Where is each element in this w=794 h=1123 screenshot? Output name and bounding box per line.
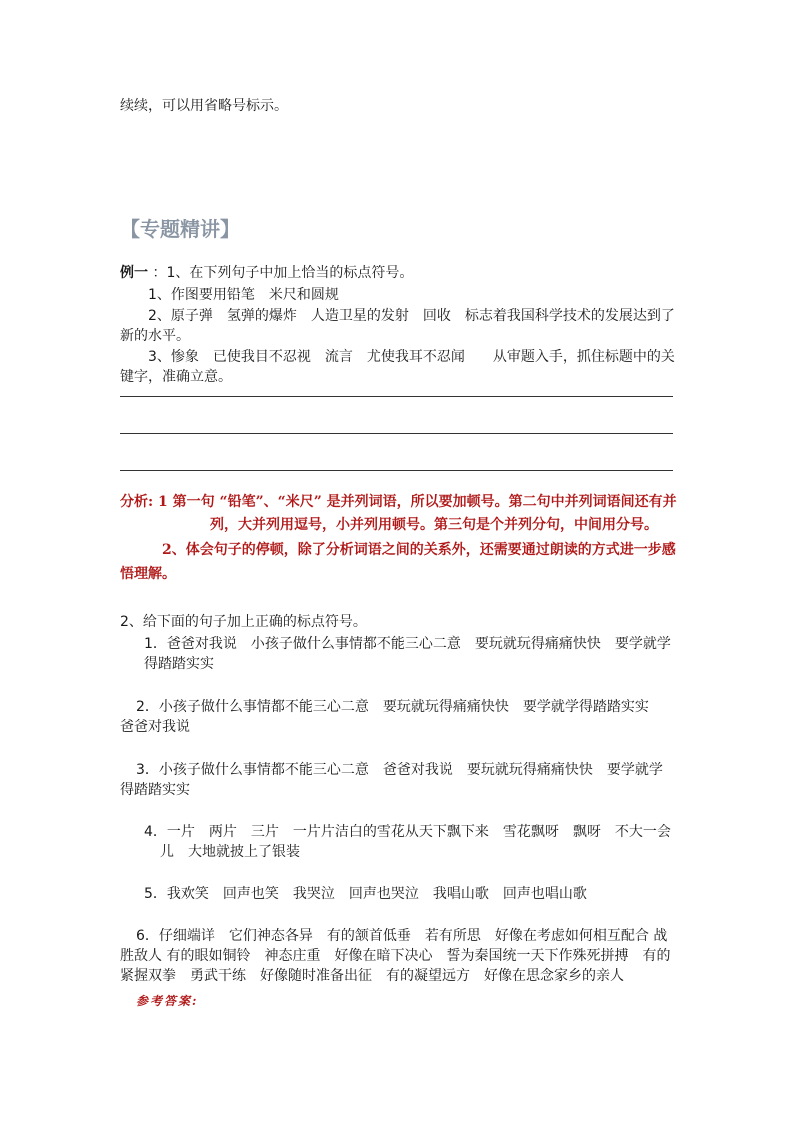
example1-q1: ：1、在下列句子中加上恰当的标点符号。 — [148, 265, 414, 281]
q2-item-3: 3．小孩子做什么事情都不能三心二意 爸爸对我说 要玩就玩得痛痛快快 要学就学 — [136, 762, 663, 778]
q2-heading: 2、给下面的句子加上正确的标点符号。 — [120, 614, 367, 630]
analysis-line-2: 列，大并列用逗号，小并列用顿号。第三句是个并列分句，中间用分号。 — [210, 517, 658, 533]
q2-item-2: 2．小孩子做什么事情都不能三心二意 要玩就玩得痛痛快快 要学就学得踏踏实实 — [136, 699, 649, 715]
example1-item-3-cont: 键字，准确立意。 — [120, 369, 232, 385]
q2-item-6: 6．仔细端详 它们神态各异 有的颔首低垂 若有所思 好像在考虑如何相互配合 战 — [136, 928, 668, 944]
answer-line-3 — [120, 470, 673, 471]
example1-item-3: 3、惨象 已使我目不忍视 流言 尤使我耳不忍闻 从审题入手，抓住标题中的关 — [148, 349, 675, 365]
example1-question — [120, 263, 413, 283]
q2-item-6-cont-1: 胜敌人 有的眼如铜铃 神态庄重 好像在暗下决心 誓为秦国统一天下作殊死拼搏 有的 — [120, 948, 671, 964]
answer-line-1 — [120, 396, 673, 397]
section-title: 【专题精讲】 — [120, 217, 240, 241]
intro-line: 续续，可以用省略号标示。 — [120, 98, 288, 114]
answer-line-2 — [120, 433, 673, 434]
analysis-line-3: 2、体会句子的停顿，除了分析词语之间的关系外，还需要通过朗读的方式进一步感 — [162, 542, 676, 558]
q2-item-4-cont: 儿 大地就披上了银装 — [160, 844, 300, 860]
q2-item-2-cont: 爸爸对我说 — [120, 719, 190, 735]
q2-item-1: 1．爸爸对我说 小孩子做什么事情都不能三心二意 要玩就玩得痛痛快快 要学就学 — [144, 636, 671, 652]
example1-item-1: 1、作图要用铅笔 米尺和圆规 — [148, 287, 339, 303]
q2-item-6-cont-2: 紧握双拳 勇武干练 好像随时准备出征 有的凝望远方 好像在思念家乡的亲人 — [120, 968, 624, 984]
analysis-line-1: 分析: 1 第一句 “铅笔”、“米尺” 是并列词语，所以要加顿号。第二句中并列词语间还有并 — [120, 494, 677, 510]
q2-item-3-cont: 得踏踏实实 — [120, 782, 190, 798]
example1-item-2: 2、原子弹 氢弹的爆炸 人造卫星的发射 回收 标志着我国科学技术的发展达到了 — [148, 308, 675, 324]
q2-item-5: 5．我欢笑 回声也笑 我哭泣 回声也哭泣 我唱山歌 回声也唱山歌 — [144, 886, 587, 902]
analysis-line-4: 悟理解。 — [120, 566, 176, 582]
example1-label: 例一 — [120, 265, 148, 281]
q2-item-4: 4．一片 两片 三片 一片片洁白的雪花从天下飘下来 雪花飘呀 飘呀 不大一会 — [144, 824, 671, 840]
example1-item-2-cont: 新的水平。 — [120, 328, 190, 344]
q2-item-1-cont: 得踏踏实实 — [144, 656, 214, 672]
reference-answer-label: 参考答案: — [136, 994, 199, 1008]
